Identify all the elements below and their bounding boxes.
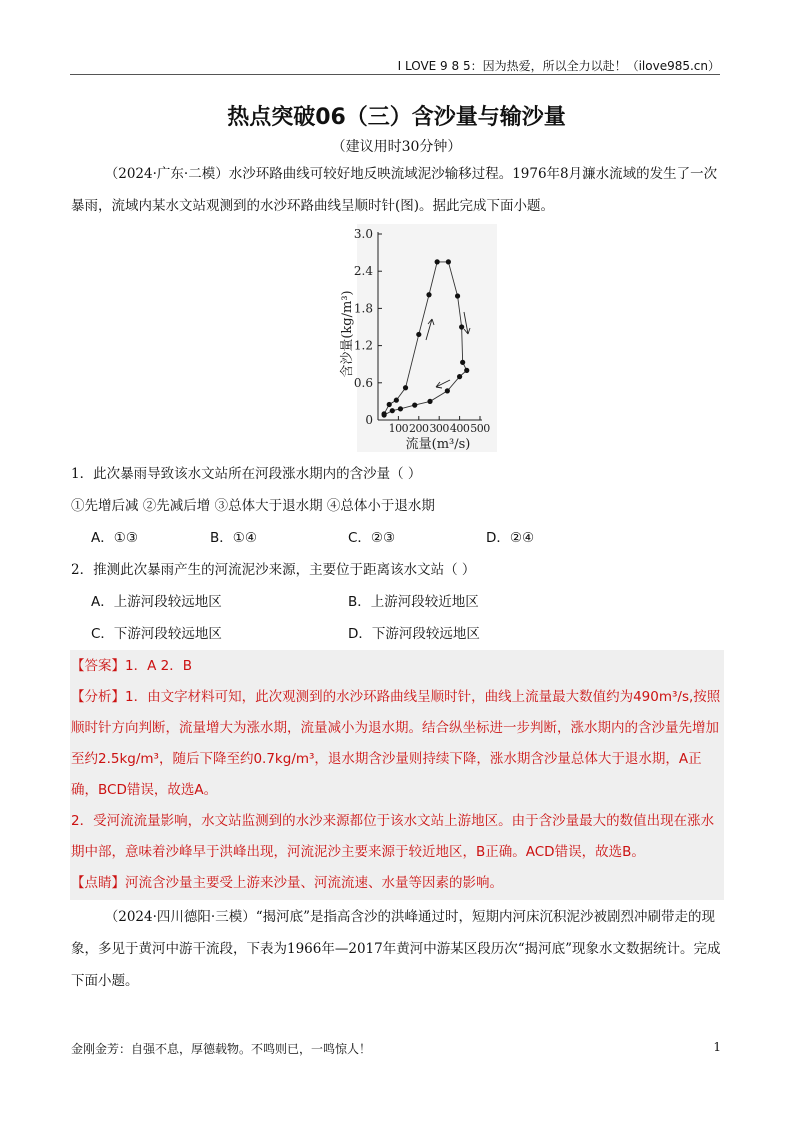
- data-point: [457, 374, 462, 379]
- data-point: [435, 259, 440, 264]
- x-tick-label: 200: [409, 422, 429, 435]
- question-2-stem: 2．推测此次暴雨产生的河流泥沙来源，主要位于距离该水文站（ ）: [71, 562, 476, 578]
- data-point: [446, 259, 451, 264]
- footer-motto: 金刚金芳：自强不息，厚德载物。不鸣则已，一鸣惊人！: [71, 1042, 372, 1056]
- q1-option-c[interactable]: C．②③: [348, 530, 396, 546]
- data-point: [426, 292, 431, 297]
- answer-label: 【答案】: [71, 658, 125, 674]
- dianjing-label: 【点睛】: [71, 875, 125, 891]
- dianjing-line: [71, 868, 723, 899]
- x-tick-label: 300: [429, 422, 449, 435]
- data-point: [459, 324, 464, 329]
- data-point: [403, 385, 408, 390]
- question-1-choices: ①先增后减 ②先减后增 ③总体大于退水期 ④总体小于退水期: [71, 498, 435, 514]
- intro-paragraph-2: （2024·四川德阳·三模）“揭河底”是指高含沙的洪峰通过时，短期内河床沉积泥沙被剧烈冲刷带走的现象，多见于黄河中游干流段，下表为1966年—2017年黄河中游某区段历次“揭河底”现象水文数据统计。完成下面小题。: [71, 909, 721, 989]
- y-tick-label: 1.8: [353, 301, 373, 316]
- data-point: [398, 406, 403, 411]
- page-number: 1: [713, 1040, 721, 1054]
- q1-option-a[interactable]: A．①③: [91, 530, 138, 546]
- intro-paragraph-1: （2024·广东·二模）水沙环路曲线可较好地反映流域泥沙输移过程。1976年8月濂水流域的发生了一次暴雨，流域内某水文站观测到的水沙环路曲线呈顺时针(图)。据此完成下面小题。: [71, 166, 718, 214]
- analysis-block: [71, 682, 723, 806]
- analysis-label: 【分析】: [71, 689, 125, 705]
- q2-option-d[interactable]: D．下游河段较远地区: [348, 626, 480, 642]
- analysis-part-2: 2．受河流流量影响，水文站监测到的水沙来源都位于该水文站上游地区。由于含沙量最大的数值出现在涨水期中部，意味着沙峰早于洪峰出现，河流泥沙主要来源于较近地区，B正确。ACD错误，故选B。: [71, 813, 715, 860]
- data-point: [445, 388, 450, 393]
- q1-option-d[interactable]: D．②④: [486, 530, 535, 546]
- y-tick-label: 0: [365, 413, 373, 427]
- q2-option-b[interactable]: B．上游河段较近地区: [348, 594, 479, 610]
- x-tick-label: 500: [470, 422, 490, 435]
- y-tick-label: 0.6: [353, 375, 373, 390]
- x-tick-label: 400: [449, 422, 470, 435]
- analysis-part-1: 1．由文字材料可知，此次观测到的水沙环路曲线呈顺时针，曲线上流量最大数值约为490m³/s,按照顺时针方向判断，流量增大为涨水期，流量减小为退水期。结合纵坐标进一步判断，涨水期内的含沙量先增加至约2.5kg/m³，随后下降至约0.7kg/m³，退水期含沙量则持续下降，涨水期含沙量总体大于退水期，A正确，BCD错误，故选A。: [71, 689, 721, 798]
- sediment-loop-chart: [0, 224, 793, 454]
- header-text: I LOVE 9 8 5：因为热爱，所以全力以赴！（ilove985.cn）: [397, 59, 720, 73]
- q2-option-a[interactable]: A．上游河段较远地区: [91, 594, 222, 610]
- x-axis-label: 流量(m³/s): [405, 437, 471, 452]
- q1-option-b[interactable]: B．①④: [210, 530, 257, 546]
- page-title: 热点突破06（三）含沙量与输沙量: [227, 105, 566, 130]
- page-header: [70, 52, 720, 75]
- data-point: [455, 293, 460, 298]
- page-subtitle: （建议用时30分钟）: [331, 139, 462, 155]
- data-point: [394, 398, 399, 403]
- data-point: [460, 360, 465, 365]
- q2-option-c[interactable]: C．下游河段较远地区: [91, 626, 222, 642]
- y-tick-label: 3.0: [353, 227, 373, 241]
- x-tick-label: 100: [388, 422, 409, 435]
- data-point: [416, 332, 421, 337]
- answer-line: [71, 651, 723, 682]
- data-point: [382, 412, 387, 417]
- data-point: [464, 368, 469, 373]
- data-point: [387, 402, 392, 407]
- data-point: [412, 403, 417, 408]
- answer-text: 1．A 2．B: [125, 658, 192, 674]
- y-axis-label: 含沙量(kg/m³): [340, 290, 355, 378]
- dianjing-text: 河流含沙量主要受上游来沙量、河流流速、水量等因素的影响。: [125, 875, 503, 891]
- question-1-stem: 1．此次暴雨导致该水文站所在河段涨水期内的含沙量（ ）: [71, 466, 422, 482]
- y-tick-label: 2.4: [353, 264, 373, 279]
- y-tick-label: 1.2: [353, 338, 373, 353]
- data-point: [427, 399, 432, 404]
- data-point: [390, 408, 395, 413]
